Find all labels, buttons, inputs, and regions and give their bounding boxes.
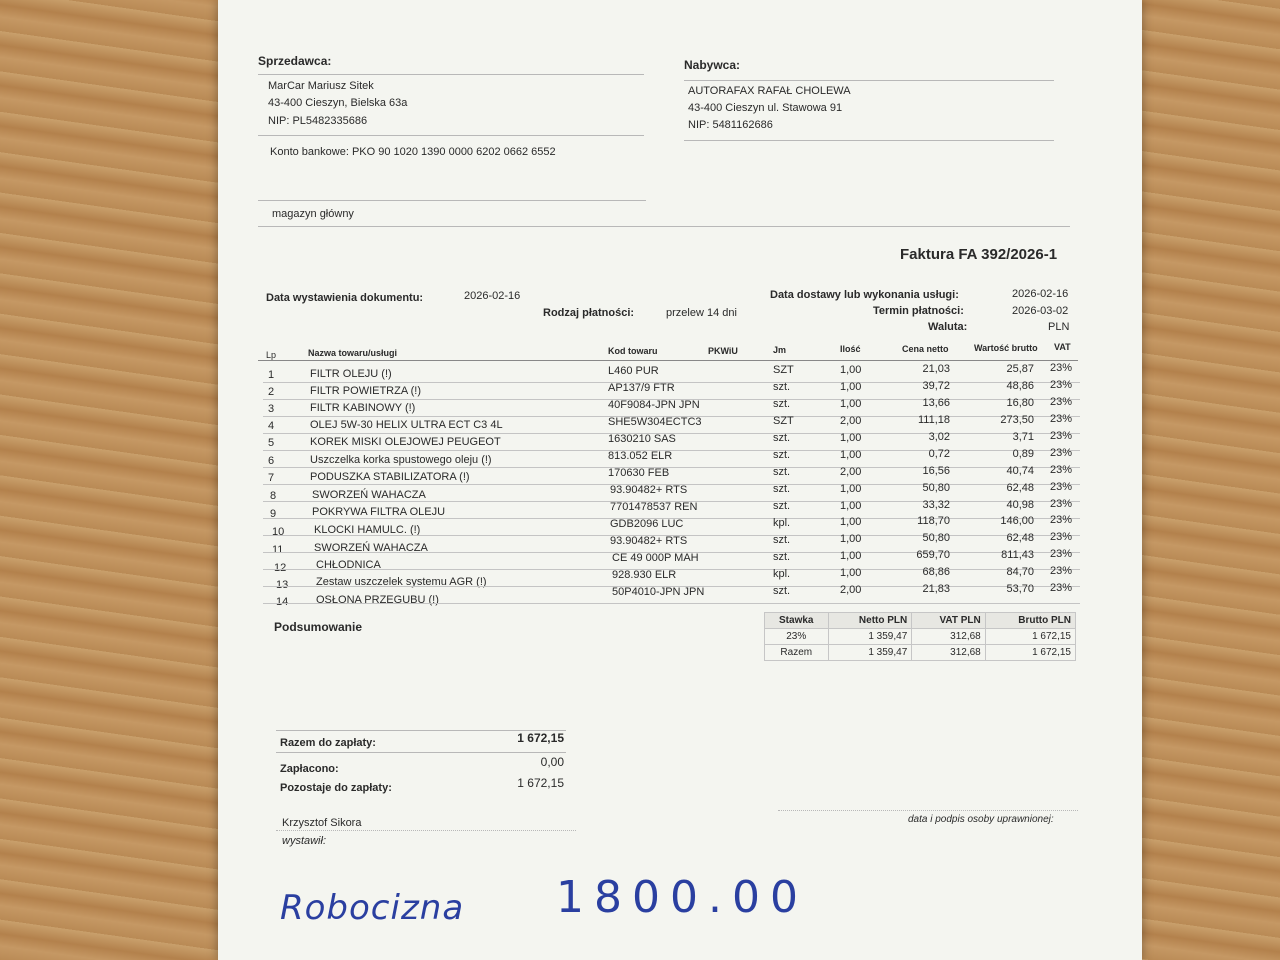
payment-type-label: Rodzaj płatności: <box>543 307 635 319</box>
paid-amount: 0,00 <box>540 755 564 769</box>
row-net-price: 50,80 <box>922 532 950 544</box>
row-lp: 11 <box>272 544 284 556</box>
row-gross-value: 16,80 <box>1006 397 1034 409</box>
invoice-title: Faktura FA 392/2026-1 <box>900 246 1058 263</box>
row-code: L460 PUR <box>608 365 659 377</box>
row-gross-value: 62,48 <box>1006 532 1034 544</box>
row-name: POKRYWA FILTRA OLEJU <box>312 506 446 518</box>
row-vat: 23% <box>1050 447 1073 459</box>
row-name: KOREK MISKI OLEJOWEJ PEUGEOT <box>310 436 501 448</box>
divider <box>258 135 644 136</box>
summary-rate: 23% <box>765 629 829 645</box>
row-name: PODUSZKA STABILIZATORA (!) <box>310 471 470 483</box>
row-qty: 1,00 <box>840 516 862 528</box>
issue-date: 2026-02-16 <box>464 290 521 302</box>
row-lp: 9 <box>270 508 277 520</box>
row-name: Zestaw uszczelek systemu AGR (!) <box>316 576 487 588</box>
row-jm: szt. <box>773 534 791 546</box>
row-code: 50P4010-JPN JPN <box>612 586 705 598</box>
summary-vat: 312,68 <box>912 645 985 661</box>
row-net-price: 21,03 <box>922 363 950 375</box>
row-lp: 14 <box>276 596 289 608</box>
row-name: KLOCKI HAMULC. (!) <box>314 524 421 536</box>
row-vat: 23% <box>1050 498 1073 510</box>
table-header-divider <box>258 360 1078 361</box>
delivery-date: 2026-02-16 <box>1012 288 1069 300</box>
summary-header-net: Netto PLN <box>828 613 912 629</box>
row-qty: 2,00 <box>840 466 862 478</box>
due-date-label: Termin płatności: <box>873 305 964 317</box>
vat-summary-table <box>764 612 1076 661</box>
row-gross-value: 0,89 <box>1012 448 1034 460</box>
row-jm: szt. <box>773 432 791 444</box>
row-code: 93.90482+ RTS <box>610 484 688 496</box>
warehouse-label: magazyn główny <box>272 208 354 220</box>
row-net-price: 3,02 <box>928 431 950 443</box>
row-vat: 23% <box>1050 430 1073 442</box>
row-lp: 1 <box>268 369 275 381</box>
row-gross-value: 3,71 <box>1012 431 1034 443</box>
buyer-nip: NIP: 5481162686 <box>688 119 773 131</box>
row-net-price: 33,32 <box>922 499 950 511</box>
row-jm: szt. <box>773 381 791 393</box>
header-lp: Lp <box>266 350 277 360</box>
summary-net: 1 359,47 <box>828 645 912 661</box>
row-lp: 5 <box>268 437 275 449</box>
row-lp: 4 <box>268 420 275 432</box>
row-vat: 23% <box>1050 582 1073 594</box>
row-gross-value: 146,00 <box>1000 515 1034 527</box>
row-lp: 6 <box>268 455 275 467</box>
delivery-date-label: Data dostawy lub wykonania usługi: <box>770 289 959 301</box>
row-name: FILTR OLEJU (!) <box>310 368 392 380</box>
header-name: Nazwa towaru/usługi <box>308 348 398 358</box>
row-jm: szt. <box>773 398 791 410</box>
issuer-label: wystawił: <box>282 835 327 847</box>
row-code: 1630210 SAS <box>608 433 676 445</box>
row-net-price: 118,70 <box>917 515 950 527</box>
row-vat: 23% <box>1050 362 1073 374</box>
row-net-price: 39,72 <box>922 380 950 392</box>
issuer-name: Krzysztof Sikora <box>282 817 362 829</box>
summary-header-rate: Stawka <box>765 613 829 629</box>
row-qty: 1,00 <box>840 550 862 562</box>
summary-rate: Razem <box>765 645 829 661</box>
row-vat: 23% <box>1050 514 1073 526</box>
row-vat: 23% <box>1050 548 1073 560</box>
buyer-address: 43-400 Cieszyn ul. Stawowa 91 <box>688 102 843 114</box>
row-lp: 3 <box>268 403 275 415</box>
row-gross-value: 273,50 <box>1000 414 1034 426</box>
row-divider <box>263 467 1080 468</box>
header-gross-value: Wartość brutto <box>974 343 1038 353</box>
row-qty: 1,00 <box>840 449 862 461</box>
divider <box>258 74 644 75</box>
row-jm: szt. <box>773 466 791 478</box>
row-qty: 1,00 <box>840 567 862 579</box>
row-jm: szt. <box>773 483 791 495</box>
summary-net: 1 359,47 <box>828 629 912 645</box>
row-lp: 8 <box>270 490 277 502</box>
row-name: SWORZEŃ WAHACZA <box>312 489 426 501</box>
row-jm: szt. <box>773 449 791 461</box>
to-pay-label: Razem do zapłaty: <box>280 737 376 749</box>
due-date: 2026-03-02 <box>1012 305 1069 317</box>
row-qty: 1,00 <box>840 364 862 376</box>
remaining-amount: 1 672,15 <box>517 776 564 790</box>
buyer-name: AUTORAFAX RAFAŁ CHOLEWA <box>688 85 851 97</box>
seller-nip: NIP: PL5482335686 <box>268 115 368 127</box>
row-code: CE 49 000P MAH <box>612 552 699 564</box>
row-vat: 23% <box>1050 379 1073 391</box>
row-name: OSŁONA PRZEGUBU (!) <box>316 594 439 606</box>
divider <box>684 140 1054 141</box>
row-net-price: 68,86 <box>922 566 950 578</box>
row-net-price: 13,66 <box>922 397 950 409</box>
row-code: AP137/9 FTR <box>608 382 675 394</box>
invoice-paper <box>218 0 1142 960</box>
row-code: 813.052 ELR <box>608 450 673 462</box>
row-jm: szt. <box>773 500 791 512</box>
summary-gross: 1 672,15 <box>985 629 1075 645</box>
row-name: FILTR POWIETRZA (!) <box>310 385 422 397</box>
row-jm: kpl. <box>773 568 791 580</box>
header-code: Kod towaru <box>608 346 658 356</box>
row-net-price: 50,80 <box>922 482 950 494</box>
row-net-price: 16,56 <box>922 465 950 477</box>
row-code: SHE5W304ECTC3 <box>608 416 702 428</box>
row-gross-value: 40,74 <box>1006 465 1034 477</box>
seller-bank-account: Konto bankowe: PKO 90 1020 1390 0000 6202 0662 6552 <box>270 146 556 158</box>
summary-gross: 1 672,15 <box>985 645 1075 661</box>
row-gross-value: 811,43 <box>1001 549 1034 561</box>
row-qty: 1,00 <box>840 432 862 444</box>
handwritten-word: Robocizna <box>280 888 465 928</box>
row-code: 928.930 ELR <box>612 569 677 581</box>
signature-line <box>276 830 576 831</box>
issue-date-label: Data wystawienia dokumentu: <box>266 292 424 304</box>
row-gross-value: 25,87 <box>1006 363 1034 375</box>
currency-label: Waluta: <box>928 321 968 333</box>
row-name: SWORZEŃ WAHACZA <box>314 542 428 554</box>
summary-header-gross: Brutto PLN <box>985 613 1075 629</box>
row-net-price: 21,83 <box>922 583 950 595</box>
summary-row <box>765 629 1076 645</box>
summary-header-vat: VAT PLN <box>912 613 985 629</box>
divider <box>258 200 646 201</box>
divider <box>276 752 566 753</box>
row-qty: 1,00 <box>840 533 862 545</box>
row-jm: szt. <box>773 551 791 563</box>
row-gross-value: 48,86 <box>1006 380 1034 392</box>
summary-header-row <box>765 613 1076 629</box>
remaining-label: Pozostaje do zapłaty: <box>280 782 392 794</box>
row-vat: 23% <box>1050 413 1073 425</box>
row-qty: 1,00 <box>840 483 862 495</box>
row-qty: 1,00 <box>840 381 862 393</box>
row-name: OLEJ 5W-30 HELIX ULTRA ECT C3 4L <box>310 419 503 431</box>
row-gross-value: 53,70 <box>1006 583 1034 595</box>
row-code: 40F9084-JPN JPN <box>608 399 700 411</box>
header-qty: Ilość <box>840 344 861 354</box>
row-jm: szt. <box>773 585 791 597</box>
row-jm: kpl. <box>773 517 791 529</box>
row-code: 7701478537 REN <box>610 501 698 513</box>
currency: PLN <box>1048 321 1070 333</box>
row-net-price: 111,18 <box>917 414 950 426</box>
row-qty: 2,00 <box>840 415 862 427</box>
row-lp: 12 <box>274 562 287 574</box>
row-code: 170630 FEB <box>608 467 670 479</box>
divider <box>258 226 1070 227</box>
signature-line <box>778 810 1078 811</box>
to-pay-amount: 1 672,15 <box>517 731 564 745</box>
row-lp: 2 <box>268 386 275 398</box>
paid-label: Zapłacono: <box>280 763 339 775</box>
row-code: GDB2096 LUC <box>610 518 684 530</box>
row-name: CHŁODNICA <box>316 559 381 571</box>
row-code: 93.90482+ RTS <box>610 535 688 547</box>
row-vat: 23% <box>1050 481 1073 493</box>
row-vat: 23% <box>1050 396 1073 408</box>
divider <box>684 80 1054 81</box>
seller-name: MarCar Mariusz Sitek <box>268 80 374 92</box>
row-lp: 13 <box>276 579 289 591</box>
row-qty: 1,00 <box>840 500 862 512</box>
seller-address: 43-400 Cieszyn, Bielska 63a <box>268 97 408 109</box>
seller-label: Sprzedawca: <box>258 54 332 68</box>
row-gross-value: 40,98 <box>1006 499 1034 511</box>
row-vat: 23% <box>1050 565 1073 577</box>
header-net-price: Cena netto <box>902 344 949 354</box>
row-name: FILTR KABINOWY (!) <box>310 402 416 414</box>
row-jm: SZT <box>773 415 794 427</box>
summary-label: Podsumowanie <box>274 620 363 634</box>
buyer-label: Nabywca: <box>684 58 741 72</box>
row-net-price: 659,70 <box>916 549 950 561</box>
row-gross-value: 84,70 <box>1006 566 1034 578</box>
authorized-signature-label: data i podpis osoby uprawnionej: <box>908 814 1054 825</box>
header-vat: VAT <box>1054 342 1071 352</box>
header-jm: Jm <box>773 345 787 355</box>
row-vat: 23% <box>1050 464 1073 476</box>
row-qty: 1,00 <box>840 398 862 410</box>
summary-total-row <box>765 645 1076 661</box>
row-divider <box>263 603 1080 604</box>
row-net-price: 0,72 <box>928 448 950 460</box>
row-lp: 7 <box>268 472 275 484</box>
handwritten-amount: 1800.00 <box>556 872 808 923</box>
row-lp: 10 <box>272 526 285 538</box>
row-gross-value: 62,48 <box>1006 482 1034 494</box>
row-name: Uszczelka korka spustowego oleju (!) <box>310 454 492 466</box>
row-vat: 23% <box>1050 531 1073 543</box>
header-pkwiu: PKWiU <box>708 346 738 356</box>
row-jm: SZT <box>773 364 794 376</box>
summary-vat: 312,68 <box>912 629 985 645</box>
row-qty: 2,00 <box>840 584 862 596</box>
payment-type: przelew 14 dni <box>666 307 737 319</box>
